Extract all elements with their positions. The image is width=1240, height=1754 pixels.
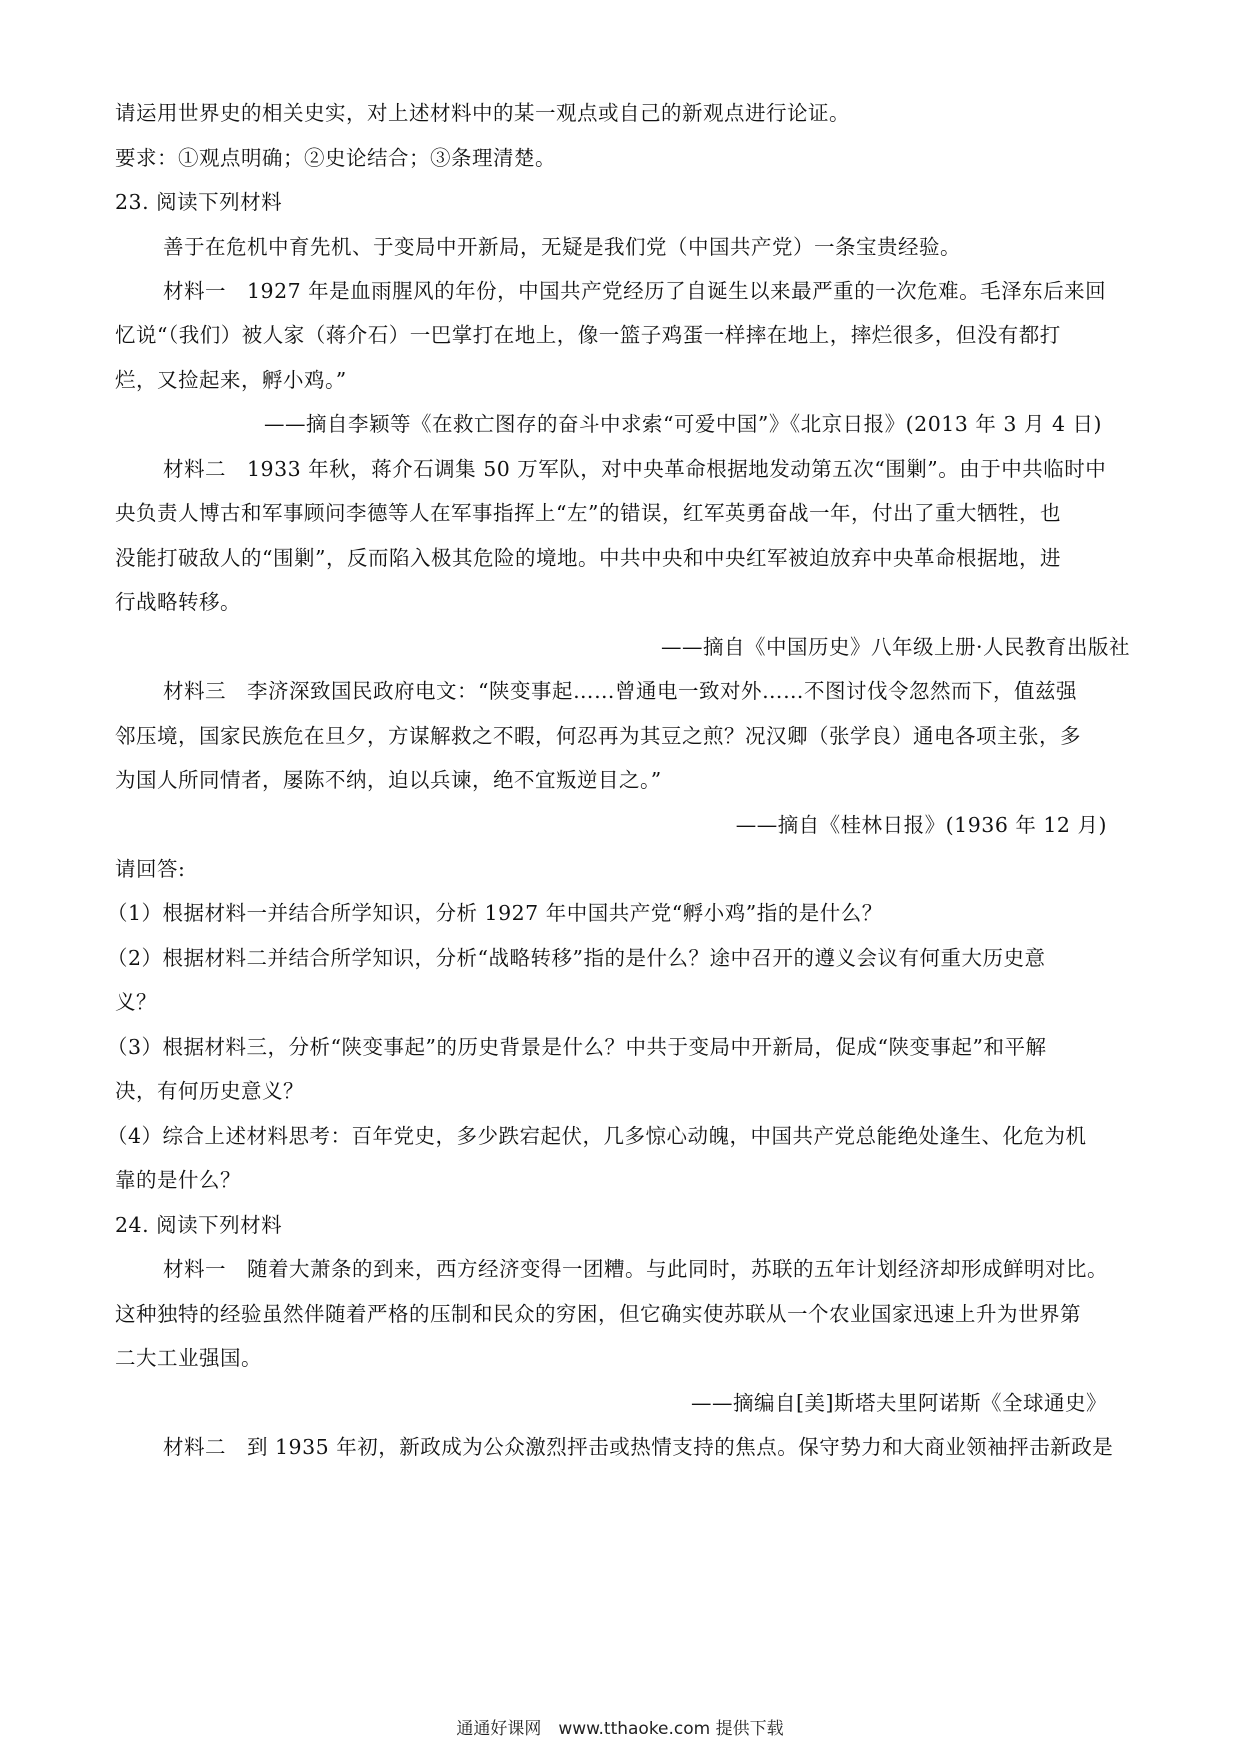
material-2-line: 没能打破敌人的“围剿”，反而陷入极其危险的境地。中共中央和中央红军被迫放弃中央革命根据地，进 [115, 546, 1061, 570]
material-3-line: 邻压境，国家民族危在旦夕，方谋解救之不暇，何忍再为其豆之煎？况汉卿（张学良）通电各项主张，多 [115, 724, 1081, 748]
sub-question-line: （2）根据材料二并结合所学知识，分析“战略转移”指的是什么？途中召开的遵义会议有何重大历史意 [107, 946, 1046, 970]
material-1-line: 材料一 1927 年是血雨腥风的年份，中国共产党经历了自诞生以来最严重的一次危难。毛泽东后来回 [163, 279, 1107, 303]
material-1-line: 烂，又捡起来，孵小鸡。” [115, 368, 347, 392]
requirement-line: 要求：①观点明确；②史论结合；③条理清楚。 [115, 146, 556, 170]
material-1-line: 忆说“（我们）被人家（蒋介石）一巴掌打在地上，像一篮子鸡蛋一样摔在地上，摔烂很多，但没有都打 [115, 323, 1061, 347]
material-2-line: 行战略转移。 [115, 590, 241, 614]
material-2-line: 央负责人博古和军事顾问李德等人在军事指挥上“左”的错误，红军英勇奋战一年，付出了重大牺牲，也 [115, 501, 1061, 525]
material-2-line: 材料二 1933 年秋，蒋介石调集 50 万军队，对中央革命根据地发动第五次“围剿”。由于中共临时中 [163, 457, 1107, 481]
material-1-line: 材料一 随着大萧条的到来，西方经济变得一团糟。与此同时，苏联的五年计划经济却形成鲜明对比。 [163, 1257, 1108, 1281]
page-footer: 通通好课网 www.tthaoke.com 提供下载 [456, 1719, 784, 1739]
instruction-line: 请运用世界史的相关史实，对上述材料中的某一观点或自己的新观点进行论证。 [115, 101, 850, 125]
material-1-source: ——摘自李颖等《在救亡图存的奋斗中求索“可爱中国”》《北京日报》(2013 年 3 月 4 日) [263, 412, 1102, 436]
answer-prompt: 请回答: [115, 857, 186, 881]
material-3-line: 为国人所同情者，屡陈不纳，迫以兵谏，绝不宜叛逆目之。” [115, 768, 662, 792]
question-23-title: 23. 阅读下列材料 [115, 190, 283, 214]
material-3-line: 材料三 李济深致国民政府电文：“陕变事起……曾通电一致对外……不图讨伐令忽然而下，值兹强 [163, 679, 1077, 703]
sub-question-line: （3）根据材料三，分析“陕变事起”的历史背景是什么？中共于变局中开新局，促成“陕变事起”和平解 [107, 1035, 1047, 1059]
sub-question-line: （1）根据材料一并结合所学知识，分析 1927 年中国共产党“孵小鸡”指的是什么？ [107, 901, 883, 925]
material-2-line: 材料二 到 1935 年初，新政成为公众激烈抨击或热情支持的焦点。保守势力和大商业领袖抨击新政是 [163, 1435, 1114, 1459]
material-1-line: 这种独特的经验虽然伴随着严格的压制和民众的穷困，但它确实使苏联从一个农业国家迅速上升为世界第 [115, 1302, 1081, 1326]
sub-question-line: 靠的是什么？ [115, 1168, 241, 1192]
question-24-title: 24. 阅读下列材料 [115, 1213, 283, 1237]
question-23-intro: 善于在危机中育先机、于变局中开新局，无疑是我们党（中国共产党）一条宝贵经验。 [163, 235, 961, 259]
material-3-source: ——摘自《桂林日报》(1936 年 12 月) [735, 813, 1107, 837]
material-1-source: ——摘编自[美]斯塔夫里阿诺斯《全球通史》 [691, 1391, 1107, 1415]
sub-question-line: 决，有何历史意义？ [115, 1079, 304, 1103]
sub-question-line: （4）综合上述材料思考：百年党史，多少跌宕起伏，几多惊心动魄，中国共产党总能绝处逢生、化危为机 [107, 1124, 1087, 1148]
material-2-source: ——摘自《中国历史》八年级上册·人民教育出版社 [660, 635, 1130, 659]
material-1-line: 二大工业强国。 [115, 1346, 262, 1370]
sub-question-line: 义？ [115, 990, 157, 1014]
